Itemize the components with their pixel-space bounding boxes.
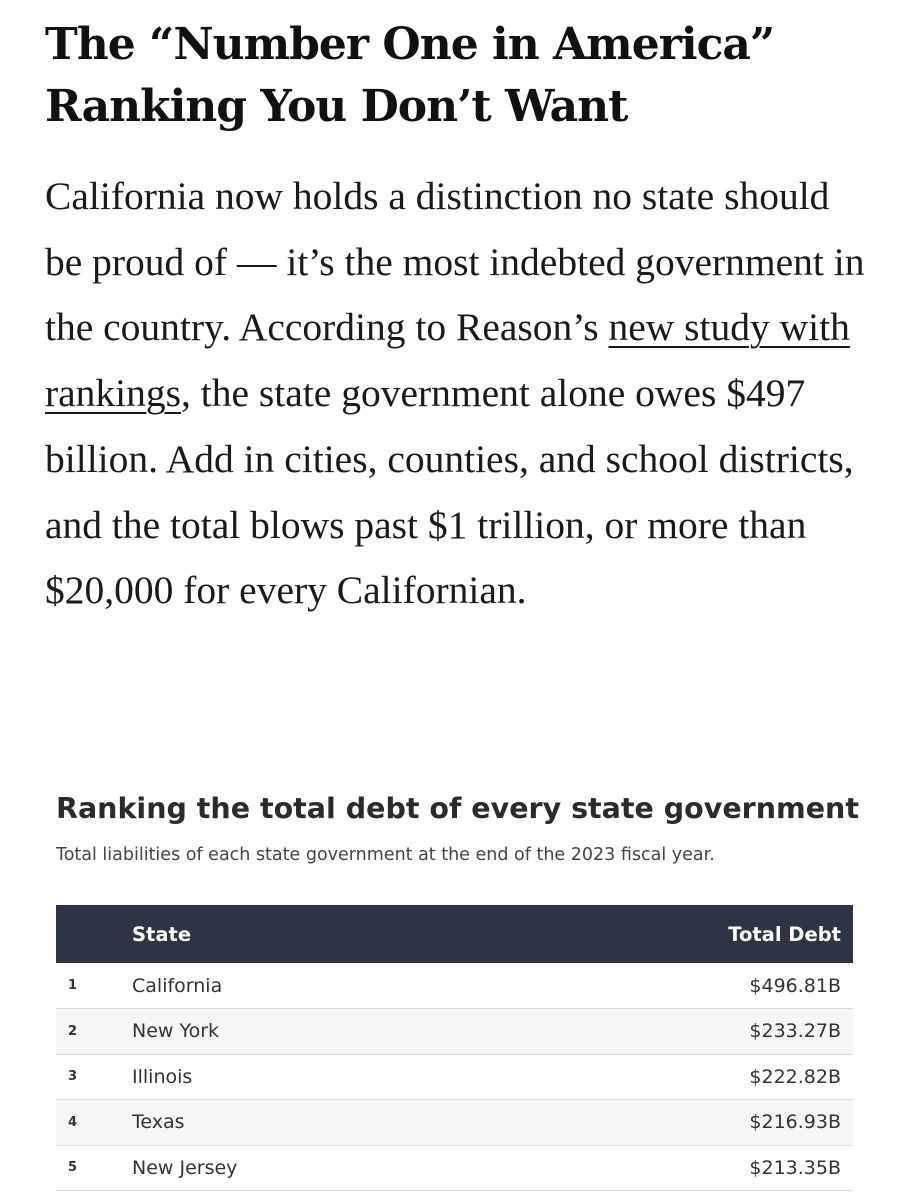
table-title: Ranking the total debt of every state government	[56, 792, 859, 825]
column-header-state: State	[132, 922, 192, 946]
rank-cell: 4	[68, 1114, 78, 1130]
article-headline: The “Number One in America” Ranking You Don’t Want	[45, 19, 775, 132]
state-cell: New York	[132, 1020, 220, 1043]
body-text-before-link: California now holds a distinction no state should be proud of — it’s the most indebted government in the country. According to Reason’s	[45, 174, 865, 350]
table-row	[56, 1009, 853, 1055]
debt-ranking-table	[56, 905, 853, 1191]
table-subtitle: Total liabilities of each state government at the end of the 2023 fiscal year.	[56, 845, 715, 865]
state-cell: Texas	[132, 1111, 185, 1134]
column-header-rank	[56, 905, 132, 963]
article-body	[45, 164, 875, 624]
rank-cell: 2	[68, 1023, 78, 1039]
debt-cell: $496.81B	[749, 974, 841, 997]
table-header-row	[56, 905, 853, 963]
table-row	[56, 1054, 853, 1100]
table-row	[56, 963, 853, 1009]
rank-cell: 5	[68, 1160, 78, 1176]
debt-cell: $222.82B	[749, 1065, 841, 1088]
debt-cell: $233.27B	[749, 1020, 841, 1043]
column-header-total-debt: Total Debt	[728, 922, 841, 946]
state-cell: Illinois	[132, 1065, 193, 1088]
rank-cell: 3	[68, 1069, 78, 1085]
table-row	[56, 1100, 853, 1146]
table-row	[56, 1145, 853, 1191]
state-cell: California	[132, 974, 223, 997]
body-text-after-link: , the state government alone owes $497 billion. Add in cities, counties, and school districts, and the total blows past $1 trillion, or more than $20,000 for every Californian.	[45, 371, 854, 613]
rank-cell: 1	[68, 978, 78, 993]
study-link[interactable]: new study with rankings	[45, 305, 850, 416]
state-cell: New Jersey	[132, 1156, 238, 1179]
debt-cell: $213.35B	[749, 1156, 841, 1179]
debt-cell: $216.93B	[749, 1111, 841, 1134]
